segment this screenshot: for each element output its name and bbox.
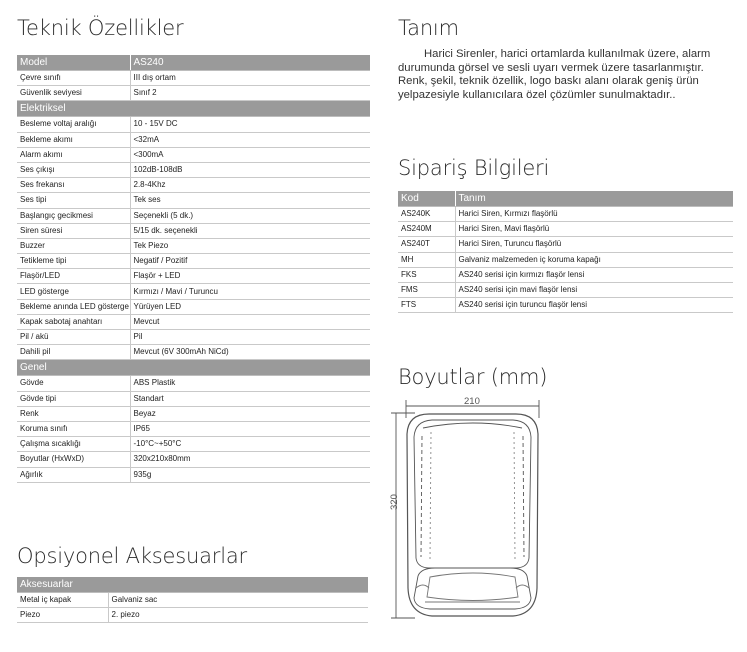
spec-rows-top bbox=[17, 71, 370, 101]
order-row-label: AS240T bbox=[398, 237, 455, 252]
spec-row bbox=[17, 391, 370, 406]
siren-top-face bbox=[423, 423, 522, 428]
spec-row-value: Sınıf 2 bbox=[130, 86, 370, 101]
order-row bbox=[398, 237, 733, 252]
order-row-value: AS240 serisi için turuncu flaşör lensi bbox=[455, 298, 733, 313]
spec-row bbox=[17, 132, 370, 147]
order-row bbox=[398, 207, 733, 222]
spec-row-value: 10 - 15V DC bbox=[130, 117, 370, 132]
spec-row bbox=[17, 162, 370, 177]
spec-row-label: Flaşör/LED bbox=[17, 269, 130, 284]
order-header-code: Kod bbox=[398, 191, 455, 207]
spec-row-label: Buzzer bbox=[17, 238, 130, 253]
spec-row-value: Mevcut bbox=[130, 314, 370, 329]
spec-row-value: ABS Plastik bbox=[130, 376, 370, 391]
spec-row-label: Boyutlar (HxWxD) bbox=[17, 452, 130, 467]
spec-row-label: Dahili pil bbox=[17, 345, 130, 360]
spec-row-label: LED gösterge bbox=[17, 284, 130, 299]
spec-row bbox=[17, 178, 370, 193]
spec-row bbox=[17, 299, 370, 314]
order-row-value: Harici Siren, Mavi flaşörlü bbox=[455, 222, 733, 237]
spec-rows-general bbox=[17, 376, 370, 482]
siren-dimension-drawing bbox=[385, 392, 555, 632]
order-row bbox=[398, 252, 733, 267]
spec-row-value: 320x210x80mm bbox=[130, 452, 370, 467]
spec-row-label: Çalışma sıcaklığı bbox=[17, 437, 130, 452]
accessory-row-value: 2. piezo bbox=[108, 608, 368, 623]
spec-section-general: Genel bbox=[17, 360, 370, 376]
spec-row-label: Siren süresi bbox=[17, 223, 130, 238]
spec-row-value: Tek ses bbox=[130, 193, 370, 208]
spec-row bbox=[17, 406, 370, 421]
spec-row bbox=[17, 269, 370, 284]
spec-header-value: AS240 bbox=[130, 55, 370, 71]
spec-row-value: Flaşör + LED bbox=[130, 269, 370, 284]
spec-row-label: Gövde bbox=[17, 376, 130, 391]
spec-row-label: Kapak sabotaj anahtarı bbox=[17, 314, 130, 329]
spec-table bbox=[17, 55, 370, 483]
spec-row-value: 935g bbox=[130, 467, 370, 482]
order-row-value: Harici Siren, Kırmızı flaşörlü bbox=[455, 207, 733, 222]
spec-row bbox=[17, 223, 370, 238]
spec-row-value: <32mA bbox=[130, 132, 370, 147]
order-header-desc: Tanım bbox=[455, 191, 733, 207]
spec-row bbox=[17, 437, 370, 452]
spec-row-value: 5/15 dk. seçenekli bbox=[130, 223, 370, 238]
spec-row-label: Pil / akü bbox=[17, 330, 130, 345]
spec-row-label: Çevre sınıfı bbox=[17, 71, 130, 86]
spec-section-electrical: Elektriksel bbox=[17, 101, 370, 117]
description-title: Tanım bbox=[398, 16, 459, 40]
spec-row-label: Tetikleme tipi bbox=[17, 254, 130, 269]
accessory-row-label: Piezo bbox=[17, 608, 108, 623]
spec-row-value: Pil bbox=[130, 330, 370, 345]
accessory-row bbox=[17, 593, 368, 608]
spec-row-value: III dış ortam bbox=[130, 71, 370, 86]
spec-row-value: 102dB-108dB bbox=[130, 162, 370, 177]
spec-row bbox=[17, 376, 370, 391]
order-row-value: AS240 serisi için mavi flaşör lensi bbox=[455, 282, 733, 297]
order-row bbox=[398, 298, 733, 313]
spec-header-row bbox=[17, 55, 370, 71]
spec-row bbox=[17, 71, 370, 86]
spec-row-label: Alarm akımı bbox=[17, 147, 130, 162]
spec-row-label: Bekleme akımı bbox=[17, 132, 130, 147]
spec-row-value: Kırmızı / Mavi / Turuncu bbox=[130, 284, 370, 299]
spec-row bbox=[17, 238, 370, 253]
spec-row-label: Koruma sınıfı bbox=[17, 421, 130, 436]
spec-row bbox=[17, 193, 370, 208]
width-label: 210 bbox=[464, 396, 480, 407]
spec-row-value: Negatif / Pozitif bbox=[130, 254, 370, 269]
spec-row-value: Seçenekli (5 dk.) bbox=[130, 208, 370, 223]
spec-row bbox=[17, 330, 370, 345]
spec-row bbox=[17, 467, 370, 482]
siren-flasher-lens bbox=[414, 568, 531, 609]
height-label: 320 bbox=[389, 494, 400, 510]
order-row bbox=[398, 267, 733, 282]
spec-row-value: <300mA bbox=[130, 147, 370, 162]
order-row-label: FKS bbox=[398, 267, 455, 282]
accessories-rows bbox=[17, 593, 368, 623]
spec-row bbox=[17, 208, 370, 223]
accessory-row-label: Metal iç kapak bbox=[17, 593, 108, 608]
spec-row-value: Standart bbox=[130, 391, 370, 406]
spec-row bbox=[17, 86, 370, 101]
spec-row bbox=[17, 452, 370, 467]
spec-row-value: IP65 bbox=[130, 421, 370, 436]
order-row-value: Galvaniz malzemeden iç koruma kapağı bbox=[455, 252, 733, 267]
spec-row bbox=[17, 421, 370, 436]
spec-header-model: Model bbox=[17, 55, 130, 71]
spec-row bbox=[17, 117, 370, 132]
accessory-row bbox=[17, 608, 368, 623]
order-header-row bbox=[398, 191, 733, 207]
description-text: Harici Sirenler, harici ortamlarda kullanılmak üzere, alarm durumunda görsel ve sesli uyarı vermek üzere tasarlanmıştır. Renk, şekil, teknik özellik, logo baskı alanı olarak geniş ürün yelpazesiyle kullanıcılara özel çözümler sunulmaktadır.. bbox=[398, 48, 711, 101]
spec-row-label: Başlangıç gecikmesi bbox=[17, 208, 130, 223]
spec-row-label: Ses tipi bbox=[17, 193, 130, 208]
order-row-label: AS240K bbox=[398, 207, 455, 222]
order-row-label: AS240M bbox=[398, 222, 455, 237]
order-row-label: MH bbox=[398, 252, 455, 267]
spec-row bbox=[17, 254, 370, 269]
spec-row-label: Ses çıkışı bbox=[17, 162, 130, 177]
order-title: Sipariş Bilgileri bbox=[398, 156, 550, 180]
order-row-label: FMS bbox=[398, 282, 455, 297]
accessory-row-value: Galvaniz sac bbox=[108, 593, 368, 608]
spec-row-value: Mevcut (6V 300mAh NiCd) bbox=[130, 345, 370, 360]
spec-row-label: Güvenlik seviyesi bbox=[17, 86, 130, 101]
order-row-label: FTS bbox=[398, 298, 455, 313]
spec-row-label: Ses frekansı bbox=[17, 178, 130, 193]
spec-row bbox=[17, 314, 370, 329]
accessories-table bbox=[17, 577, 368, 623]
spec-row-label: Bekleme anında LED gösterge bbox=[17, 299, 130, 314]
spec-rows-electrical bbox=[17, 117, 370, 360]
dimensions-title: Boyutlar (mm) bbox=[398, 365, 548, 389]
siren-inner-shell bbox=[414, 420, 531, 568]
order-row-value: AS240 serisi için kırmızı flaşör lensi bbox=[455, 267, 733, 282]
spec-row bbox=[17, 345, 370, 360]
spec-row-value: -10°C~+50°C bbox=[130, 437, 370, 452]
spec-row-label: Renk bbox=[17, 406, 130, 421]
spec-row-value: 2.8-4Khz bbox=[130, 178, 370, 193]
spec-row bbox=[17, 147, 370, 162]
spec-row-label: Gövde tipi bbox=[17, 391, 130, 406]
spec-row-label: Besleme voltaj aralığı bbox=[17, 117, 130, 132]
spec-row-value: Tek Piezo bbox=[130, 238, 370, 253]
order-row bbox=[398, 282, 733, 297]
order-table bbox=[398, 191, 733, 313]
spec-row-label: Ağırlık bbox=[17, 467, 130, 482]
spec-row bbox=[17, 284, 370, 299]
spec-title: Teknik Özellikler bbox=[17, 16, 184, 40]
order-row bbox=[398, 222, 733, 237]
accessories-header-row: Aksesuarlar bbox=[17, 577, 368, 593]
order-row-value: Harici Siren, Turuncu flaşörlü bbox=[455, 237, 733, 252]
spec-row-value: Beyaz bbox=[130, 406, 370, 421]
accessories-title: Opsiyonel Aksesuarlar bbox=[17, 544, 247, 568]
order-rows bbox=[398, 207, 733, 313]
spec-row-value: Yürüyen LED bbox=[130, 299, 370, 314]
